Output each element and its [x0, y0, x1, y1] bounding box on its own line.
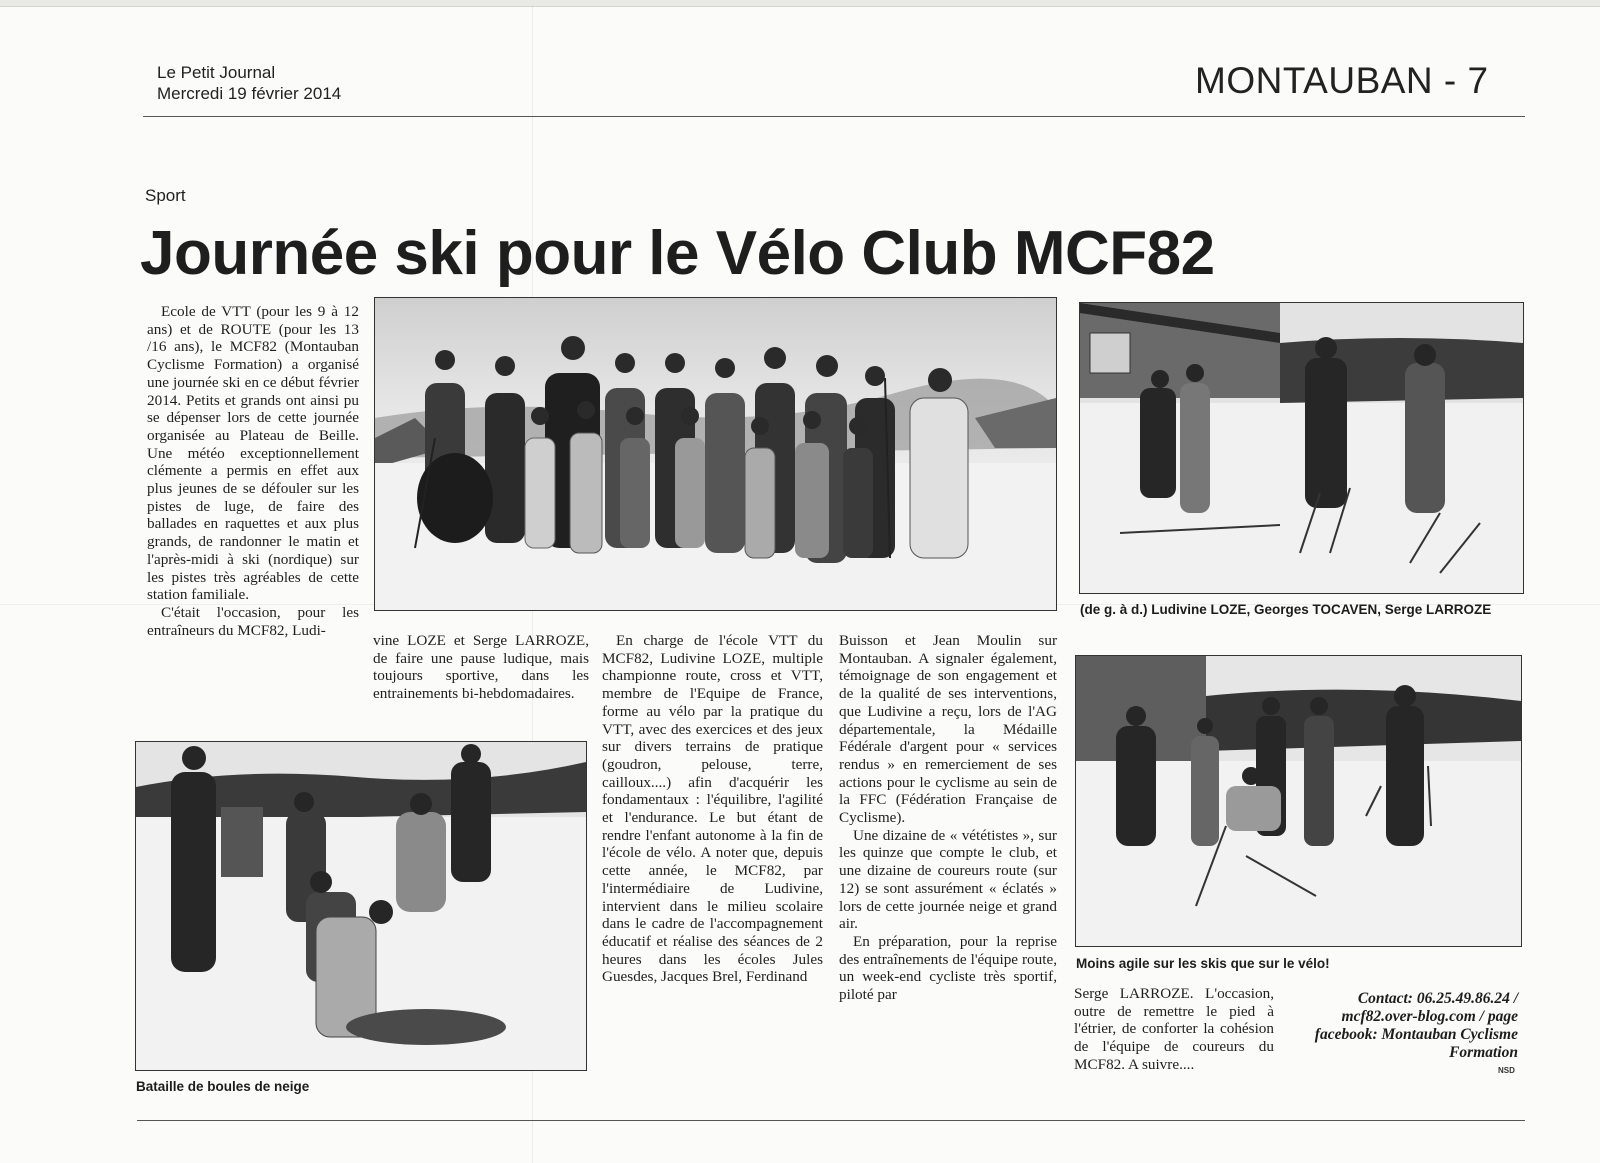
- issue-date: Mercredi 19 février 2014: [157, 84, 342, 103]
- photo-group: [374, 297, 1057, 611]
- author-signature: NSD: [1498, 1066, 1515, 1075]
- contact-info: Contact: 06.25.49.86.24 / mcf82.over-blog.com / page facebook: Montauban Cyclisme Formation: [1314, 990, 1518, 1061]
- article-column-5: [1074, 985, 1274, 1074]
- header-rule: [143, 116, 1525, 117]
- photo-snowball-fight: [135, 741, 587, 1071]
- photo-skiers-top-right: [1079, 302, 1524, 594]
- article-column-4: [839, 632, 1057, 1004]
- caption-top-right: (de g. à d.) Ludivine LOZE, Georges TOCAVEN, Serge LARROZE: [1080, 602, 1492, 617]
- paragraph: En préparation, pour la reprise des entraînements de l'équipe route, un week-end cycliste très sportif, piloté par: [839, 932, 1057, 1004]
- footer-rule: [137, 1120, 1525, 1121]
- photo-skiers-mid-right: [1075, 655, 1522, 947]
- paragraph: C'était l'occasion, pour les entraîneurs du MCF82, Ludi-: [147, 603, 359, 639]
- paper-name: Le Petit Journal: [157, 63, 276, 82]
- paper-top-edge: [0, 0, 1600, 7]
- article-column-2: [373, 632, 589, 703]
- paragraph: vine LOZE et Serge LARROZE, de faire une pause ludique, mais toujours sportive, dans les entrainements bi-hebdomadaires.: [373, 632, 589, 703]
- article-column-1: [147, 303, 359, 639]
- paragraph: Buisson et Jean Moulin sur Montauban. A signaler également, témoignage de son engagement et de la qualité de ses interventions, que Ludivine a reçu, lors de l'AG départementale, la Médaille Fédérale d'argent pour « services rendus » en remerciement de ses actions pour le cyclisme au sein de la FFC (Fédération Française de Cyclisme).: [839, 632, 1057, 827]
- paragraph: En charge de l'école VTT du MCF82, Ludivine LOZE, multiple championne route, cross et VTT, membre de l'Equipe de France, forme au vélo par la pratique du VTT, avec des exercices et des jeux sur divers terrains de pratique (goudron, pelouse, terre, cailloux....) afin d'acquérir les fondamentaux : l'équilibre, l'agilité et l'endurance. Le but étant de rendre l'enfant autonome à la fin de l'école de vélo. A noter que, depuis cette année, le MCF82, par l'intermédiaire de Ludivine, intervient dans le milieu scolaire dans le cadre de l'accompagnement éducatif et réalise des séances de 2 heures dans les écoles Jules Guesdes, Jacques Brel, Ferdinand: [602, 632, 823, 986]
- page-section-title: MONTAUBAN - 7: [1195, 60, 1489, 101]
- masthead: [157, 62, 341, 104]
- caption-mid-right: Moins agile sur les skis que sur le vélo!: [1076, 956, 1330, 971]
- section-label: Sport: [145, 186, 186, 205]
- paragraph: Ecole de VTT (pour les 9 à 12 ans) et de ROUTE (pour les 13 /16 ans), le MCF82 (Montauban Cyclisme Formation) a organisé une journée ski en ce début février 2014. Petits et grands ont ainsi pu se dépenser lors de cette journée organisée au Plateau de Beille. Une météo exceptionnellement clémente a permis en effet aux plus jeunes de se défouler sur les pistes de luge, de faire des ballades en raquettes et aux plus grands, de randonner le matin et l'après-midi à ski (nordique) sur les pistes très agréables de cette station familiale.: [147, 303, 359, 604]
- article-headline: Journée ski pour le Vélo Club MCF82: [140, 219, 1215, 288]
- caption-bottom-left: Bataille de boules de neige: [136, 1079, 310, 1094]
- paragraph: Serge LARROZE. L'occasion, outre de remettre le pied à l'étrier, de conforter la cohésion de l'équipe de coureurs du MCF82. A suivre....: [1074, 985, 1274, 1073]
- paragraph: Une dizaine de « vététistes », sur les quinze que compte le club, et une dizaine de coureurs route (sur 12) se sont assurément « éclatés » lors de cette journée neige et grand air.: [839, 826, 1057, 933]
- article-column-3: [602, 632, 823, 986]
